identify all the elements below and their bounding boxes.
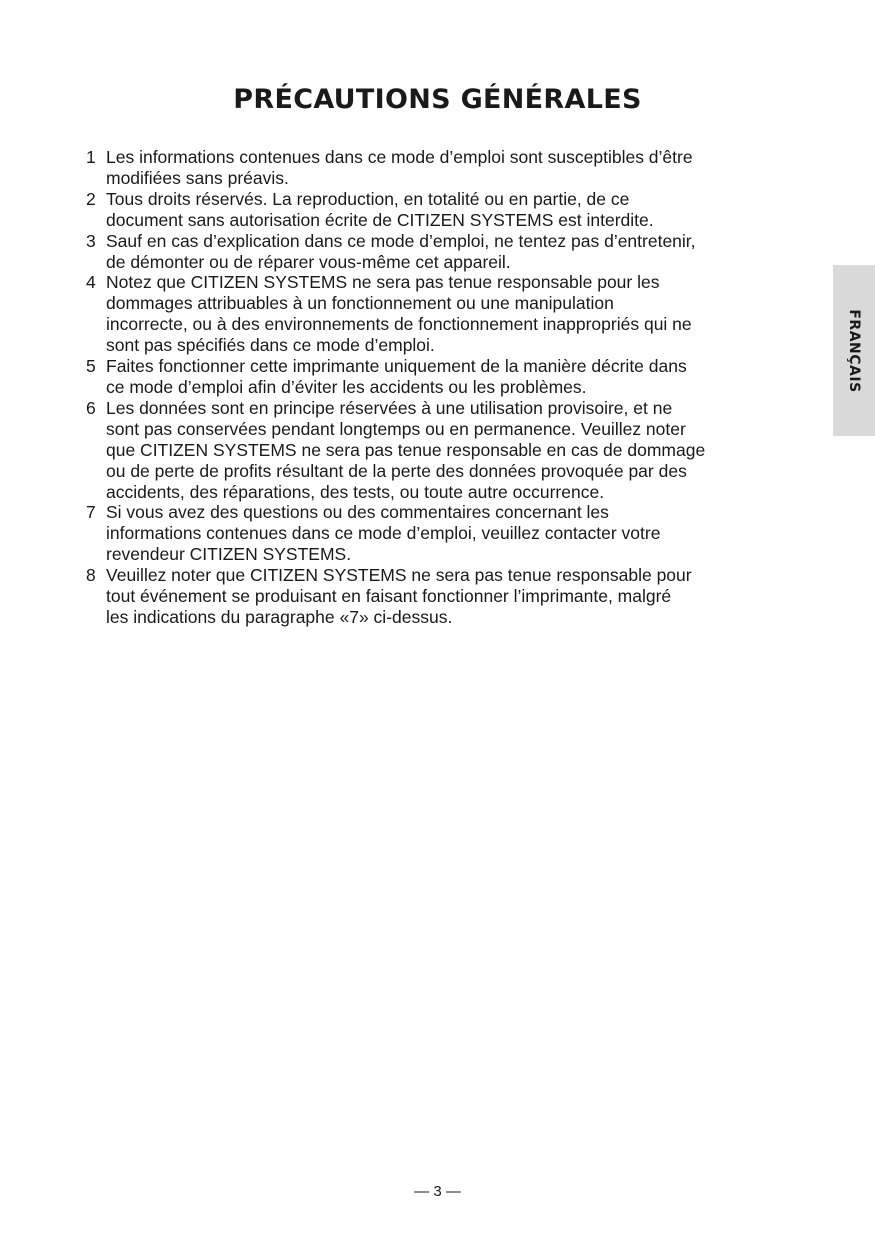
item-text: Sauf en cas d’explication dans ce mode d’emploi, ne tentez pas d’entretenir, de démonter ou de réparer vous-même cet appareil. [106, 230, 696, 272]
precautions-list [86, 147, 786, 628]
page-title: PRÉCAUTIONS GÉNÉRALES [233, 84, 642, 115]
item-text: Les données sont en principe réservées à une utilisation provisoire, et ne sont pas conservées pendant longtemps ou en permanence. Veuillez noter que CITIZEN SYSTEMS ne sera pas tenue responsable en cas de dommage ou de perte de profits résultant de la perte des données provoquée par des accidents, des réparations, des tests, ou toute autre occurrence. [106, 397, 706, 502]
list-item [86, 147, 786, 189]
list-item [86, 502, 786, 565]
list-item [86, 272, 786, 356]
item-text: Veuillez noter que CITIZEN SYSTEMS ne sera pas tenue responsable pour tout événement se produisant en faisant fonctionner l’imprimante, malgré les indications du paragraphe «7» ci-dessus. [106, 565, 692, 627]
list-item [86, 565, 786, 628]
item-number: 5 [86, 356, 96, 377]
language-side-tab [833, 265, 875, 436]
list-item [86, 231, 786, 273]
item-text: Si vous avez des questions ou des commentaires concernant les informations contenues dans ce mode d’emploi, veuillez contacter votre revendeur CITIZEN SYSTEMS. [106, 502, 661, 565]
list-item [86, 398, 786, 503]
item-number: 8 [86, 565, 96, 586]
item-text: Notez que CITIZEN SYSTEMS ne sera pas tenue responsable pour les dommages attribuables à un fonctionnement ou une manipulation incorrecte, ou à des environnements de fonctionnement inappropriés qui ne sont pas spécifiés dans ce mode d’emploi. [106, 272, 692, 356]
item-text: Faites fonctionner cette imprimante uniquement de la manière décrite dans ce mode d’emploi afin d’éviter les accidents ou les problèmes. [106, 356, 687, 397]
language-label: FRANÇAIS [846, 308, 862, 393]
item-number: 4 [86, 272, 96, 293]
page-number: — 3 — [414, 1183, 461, 1200]
item-text: Tous droits réservés. La reproduction, en totalité ou en partie, de ce document sans autorisation écrite de CITIZEN SYSTEMS est interdite. [106, 188, 654, 230]
item-number: 1 [86, 147, 96, 167]
list-item [86, 356, 786, 398]
item-number: 3 [86, 230, 96, 251]
list-item [86, 189, 786, 231]
item-text: Les informations contenues dans ce mode d’emploi sont susceptibles d’être modifiées sans préavis. [106, 147, 693, 188]
item-number: 7 [86, 502, 96, 523]
item-number: 2 [86, 188, 96, 209]
item-number: 6 [86, 397, 96, 418]
